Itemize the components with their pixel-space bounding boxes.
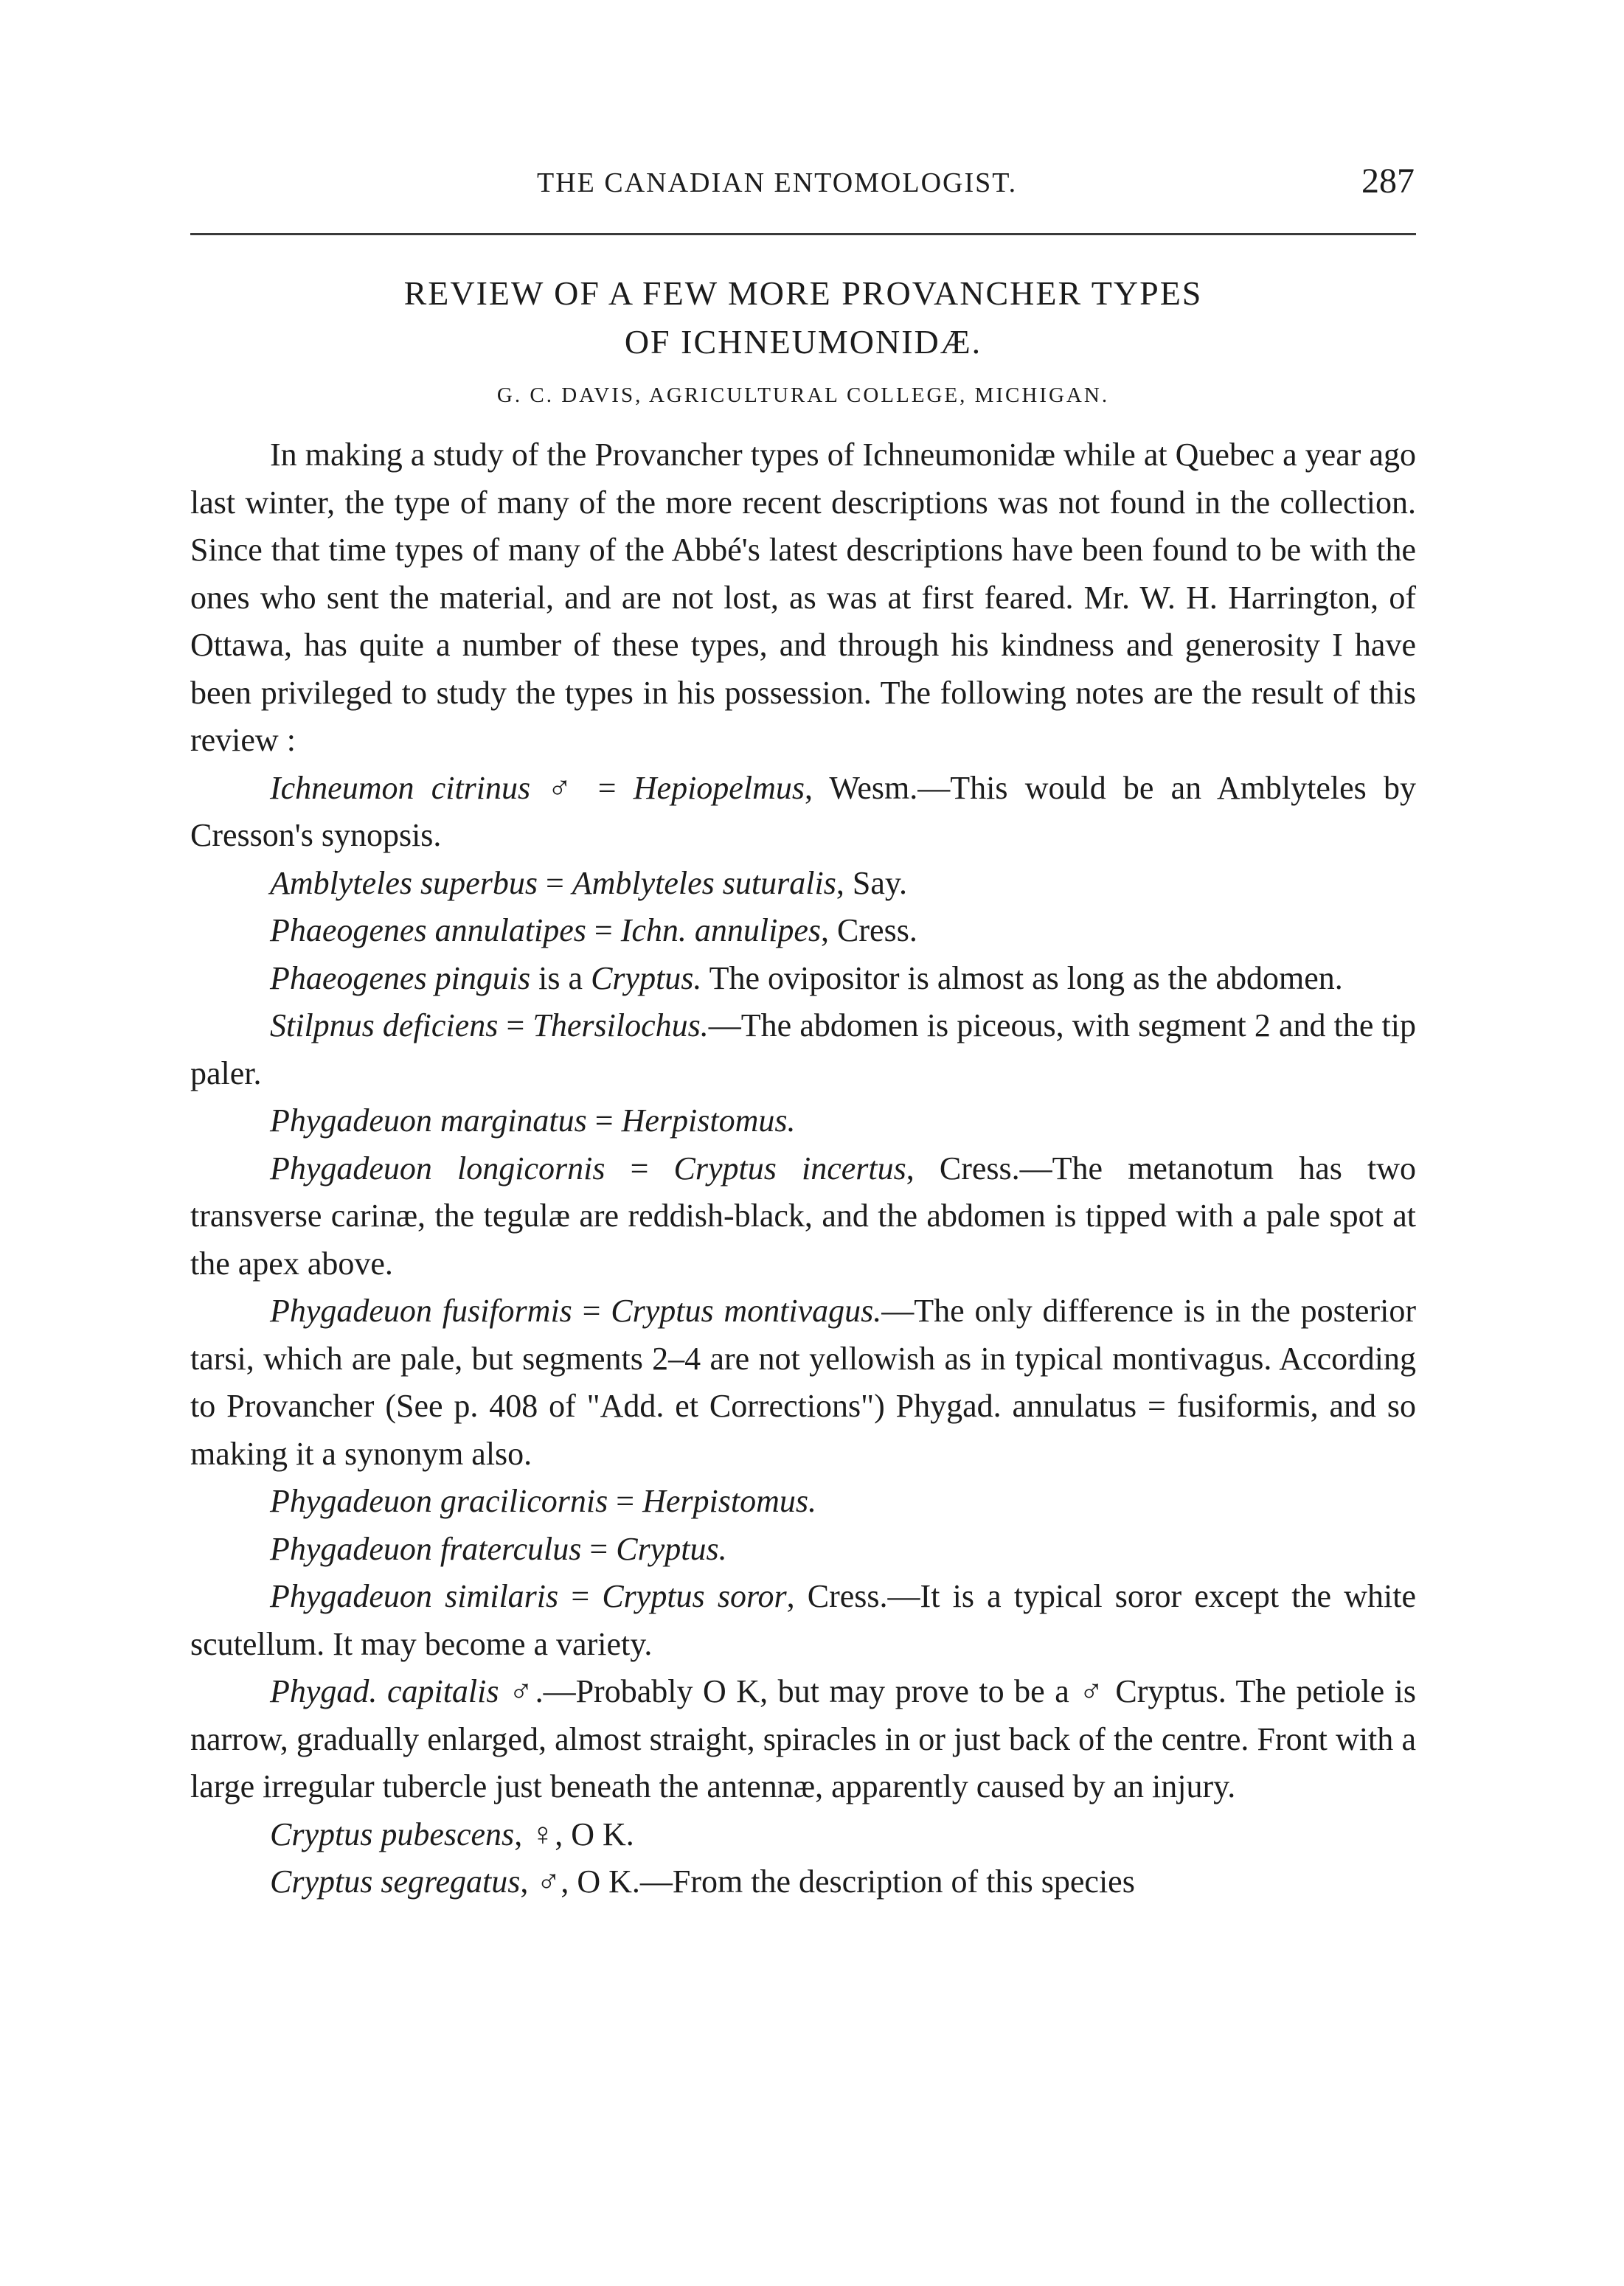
relation-text: =	[581, 1530, 617, 1567]
entry-note: , Wesm.—This would be an Amblyteles by Cresson's synopsis.	[190, 769, 1416, 853]
entry-note: ♂, O K.—From the description of this species	[536, 1863, 1135, 1900]
species-name: Phaeogenes pinguis	[270, 959, 531, 996]
species-name: Cryptus segregatus	[270, 1863, 521, 1900]
synonym-name: Cryptus incertus	[673, 1150, 906, 1187]
entry-note: The ovipositor is almost as long as the abdomen.	[701, 959, 1343, 996]
species-entry	[190, 765, 1416, 860]
species-entry	[190, 955, 1416, 1003]
synonym-name: Hepiopelmus	[633, 769, 805, 806]
synonym-name: Herpistomus.	[621, 1102, 796, 1139]
relation-text: ,	[514, 1816, 531, 1852]
article-body	[190, 431, 1416, 1906]
entry-note: , Cress.	[821, 912, 917, 948]
relation-text: =	[580, 769, 634, 806]
synonym-name: Cryptus montivagus.	[611, 1293, 882, 1329]
species-entry	[190, 860, 1416, 908]
relation-text: =	[608, 1483, 643, 1519]
synonym-name: Cryptus soror	[602, 1578, 787, 1614]
species-entry	[190, 1097, 1416, 1145]
relation-text: =	[586, 1102, 622, 1139]
species-name: Phygadeuon gracilicornis	[270, 1483, 608, 1519]
species-name: Amblyteles superbus	[270, 864, 538, 901]
entry-note: , Cress.—The metanotum has two transverse carinæ, the tegulæ are reddish-black, and the abdomen is tipped with a pale spot at the apex above.	[190, 1150, 1416, 1282]
species-name: Phygadeuon longicornis	[270, 1150, 605, 1187]
species-entry	[190, 907, 1416, 955]
synonym-name: Cryptus.	[616, 1530, 727, 1567]
species-name: Ichneumon citrinus ♂	[270, 769, 581, 806]
synonym-name: Amblyteles suturalis	[572, 864, 836, 901]
article-title	[190, 269, 1416, 366]
synonym-name: Cryptus.	[591, 959, 702, 996]
synonym-name: Ichn. annulipes	[620, 912, 822, 948]
article-title-line-1: REVIEW OF A FEW MORE PROVANCHER TYPES	[403, 274, 1203, 312]
species-entry	[190, 1668, 1416, 1811]
species-entry	[190, 1478, 1416, 1526]
entry-note: , Cress.—It is a typical soror except the white scutellum. It may become a variety.	[190, 1578, 1416, 1662]
species-name: Phygadeuon similaris	[270, 1578, 559, 1614]
entry-note: —The only difference is in the posterior tarsi, which are pale, but segments 2–4 are not yellowish as in typical montivagus. According to Provancher (See p. 408 of "Add. et Corrections") Phygad. annulatus = fusiformis, and so making it a synonym also.	[190, 1293, 1416, 1472]
species-entry	[190, 1858, 1416, 1906]
page-number: 287	[1361, 161, 1415, 201]
relation-text: .—	[535, 1673, 576, 1709]
article-title-line-2: OF ICHNEUMONIDÆ.	[624, 323, 982, 361]
species-name: Phygadeuon marginatus	[270, 1102, 587, 1139]
entry-note: —The abdomen is piceous, with segment 2 and the tip paler.	[190, 1007, 1417, 1091]
running-head: THE CANADIAN ENTOMOLOGIST.	[537, 167, 1018, 198]
species-name: Phaeogenes annulatipes	[270, 912, 586, 948]
relation-text: ,	[520, 1863, 537, 1900]
species-entry	[190, 1573, 1416, 1668]
species-entry	[190, 1145, 1416, 1288]
species-entry	[190, 1811, 1416, 1859]
entry-note: Probably O K, but may prove to be a ♂ Cryptus. The petiole is narrow, gradually enlarged, almost straight, spiracles in or just back of the centre. Front with a large irregular tubercle just beneath the antennæ, apparently caused by an injury.	[190, 1673, 1416, 1804]
relation-text: =	[605, 1150, 674, 1187]
species-name: Stilpnus deficiens	[270, 1007, 499, 1043]
type-notes-list	[190, 765, 1416, 1906]
species-name: Phygadeuon fraterculus	[270, 1530, 582, 1567]
synonym-name: Thersilochus.	[532, 1007, 709, 1043]
entry-note: ♀, O K.	[530, 1816, 634, 1852]
synonym-name: Herpistomus.	[642, 1483, 816, 1519]
entry-note: , Say.	[836, 864, 908, 901]
page-header	[190, 161, 1415, 211]
species-entry	[190, 1288, 1416, 1478]
species-name: Phygadeuon fusiformis	[270, 1293, 572, 1329]
species-name: Cryptus pubescens	[270, 1816, 515, 1852]
relation-text: =	[558, 1578, 603, 1614]
relation-text: =	[572, 1293, 611, 1329]
relation-text: =	[498, 1007, 533, 1043]
author-byline: G. C. DAVIS, AGRICULTURAL COLLEGE, MICHIGAN.	[496, 383, 1110, 407]
relation-text: =	[586, 912, 621, 948]
relation-text: =	[537, 864, 572, 901]
intro-paragraph: In making a study of the Provancher types of Ichneumonidæ while at Quebec a year ago last winter, the type of many of the more recent descriptions was not found in the collection. Since that time types of many of the Abbé's latest descriptions have been found to be with the ones who sent the material, and are not lost, as was at first feared. Mr. W. H. Harrington, of Ottawa, has quite a number of these types, and through his kindness and generosity I have been privileged to study the types in his possession. The following notes are the result of this review :	[190, 437, 1416, 758]
species-entry	[190, 1526, 1416, 1574]
header-rule	[190, 233, 1416, 235]
species-entry	[190, 1002, 1416, 1097]
species-name: Phygad. capitalis ♂	[270, 1673, 535, 1709]
relation-text: is a	[530, 959, 591, 996]
